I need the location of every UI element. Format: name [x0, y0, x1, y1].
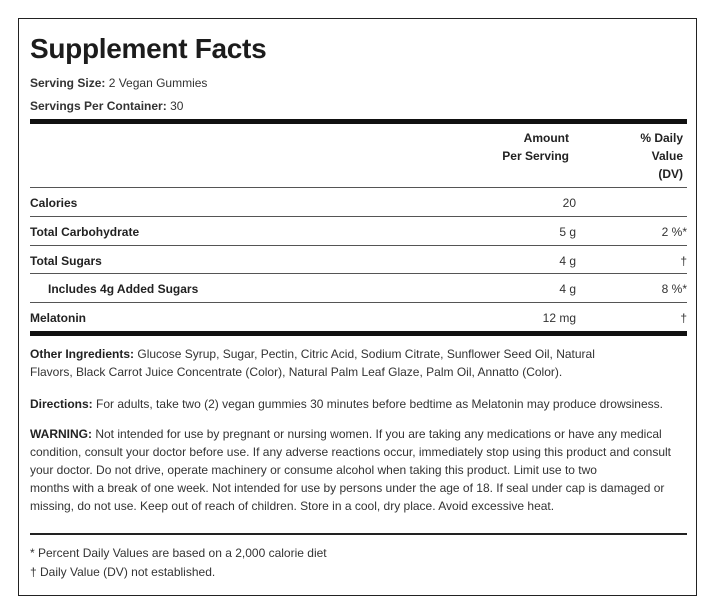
- table-row: [30, 218, 687, 246]
- nutrient-name: Melatonin: [30, 311, 86, 325]
- footnote-dv-not-established: † Daily Value (DV) not established.: [30, 565, 216, 579]
- table-row: [30, 275, 687, 303]
- dv-header-line2: Value: [651, 149, 683, 163]
- nutrient-dv: 8 %*: [661, 282, 687, 296]
- amount-header-line1: Amount: [523, 131, 569, 145]
- servings-per-container-value: 30: [170, 99, 184, 113]
- thick-divider-bottom: [30, 331, 687, 336]
- warning: [30, 425, 690, 515]
- thick-divider-top: [30, 119, 687, 124]
- footnote-percent-dv: * Percent Daily Values are based on a 2,000 calorie diet: [30, 546, 327, 560]
- footnote-divider: [30, 533, 687, 535]
- nutrient-amount: 12 mg: [542, 311, 576, 325]
- other-ingredients-line1: Glucose Syrup, Sugar, Pectin, Citric Acid, Sodium Citrate, Sunflower Seed Oil, Natural: [137, 347, 595, 361]
- nutrient-name: Calories: [30, 196, 78, 210]
- nutrient-amount: 20: [562, 196, 576, 210]
- nutrient-amount: 5 g: [559, 225, 576, 239]
- directions-label: Directions:: [30, 397, 93, 411]
- nutrient-dv: 2 %*: [661, 225, 687, 239]
- servings-per-container: [30, 99, 183, 113]
- warning-line3: your doctor. Do not drive, operate machinery or consume alcohol when taking this product. Limit use to two: [30, 463, 597, 477]
- divider: [30, 302, 687, 303]
- supplement-facts-panel: [18, 18, 697, 596]
- table-row: [30, 304, 687, 332]
- nutrient-name: Includes 4g Added Sugars: [48, 282, 199, 296]
- serving-size: [30, 76, 207, 90]
- other-ingredients-line2: Flavors, Black Carrot Juice Concentrate (Color), Natural Palm Leaf Glaze, Palm Oil, Annatto (Color).: [30, 365, 563, 379]
- divider: [30, 273, 687, 274]
- other-ingredients: [30, 345, 690, 381]
- warning-line1: Not intended for use by pregnant or nursing women. If you are taking any medications or have any medical: [95, 427, 662, 441]
- nutrient-amount: 4 g: [559, 282, 576, 296]
- warning-line5: missing, do not use. Keep out of reach of children. Store in a cool, dry place. Avoid excessive heat.: [30, 499, 555, 513]
- dv-header-line3: (DV): [658, 167, 683, 181]
- warning-line2: condition, consult your doctor before use. If any adverse reactions occur, immediately stop using this product and consult: [30, 445, 672, 459]
- amount-header-line2: Per Serving: [502, 149, 569, 163]
- directions-text: For adults, take two (2) vegan gummies 30 minutes before bedtime as Melatonin may produce drowsiness.: [96, 397, 663, 411]
- nutrient-name: Total Sugars: [30, 254, 102, 268]
- serving-size-value: 2 Vegan Gummies: [108, 76, 208, 90]
- directions: [30, 395, 690, 413]
- nutrient-name: Total Carbohydrate: [30, 225, 140, 239]
- warning-label: WARNING:: [30, 427, 92, 441]
- serving-size-label: Serving Size:: [30, 76, 106, 90]
- daily-value-header: [599, 129, 683, 183]
- other-ingredients-label: Other Ingredients:: [30, 347, 135, 361]
- table-row: [30, 247, 687, 275]
- warning-line4: months with a break of one week. Not intended for use by persons under the age of 18. If seal under cap is damaged or: [30, 481, 665, 495]
- panel-title: Supplement Facts: [30, 33, 267, 64]
- servings-per-container-label: Servings Per Container:: [30, 99, 167, 113]
- nutrient-dv: †: [680, 254, 687, 268]
- divider: [30, 187, 687, 188]
- nutrient-amount: 4 g: [559, 254, 576, 268]
- amount-per-serving-header: [469, 129, 569, 165]
- dv-header-line1: % Daily: [640, 131, 683, 145]
- divider: [30, 216, 687, 217]
- nutrient-dv: †: [680, 311, 687, 325]
- table-row: [30, 189, 687, 217]
- divider: [30, 245, 687, 246]
